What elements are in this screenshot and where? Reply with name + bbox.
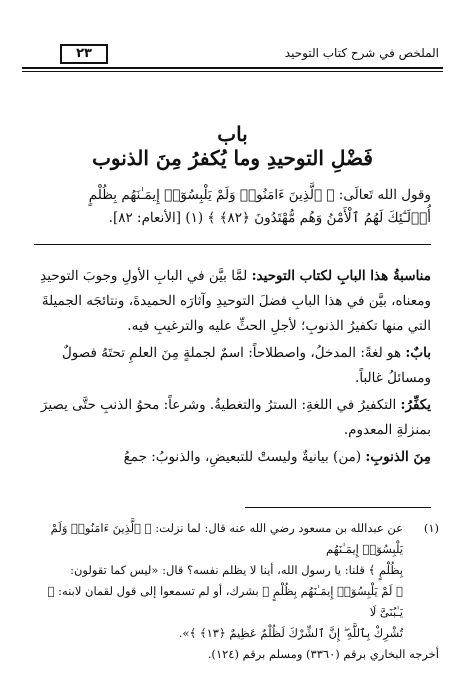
verse-line-2: أُو۟لَـٰٓئِكَ لَهُمُ ٱلْأَمْنُ وَهُم مُّهْتَدُونَ ﴿٨٢﴾ ﴾ (١) [الأنعام: ٨٢]. xyxy=(108,210,431,226)
footnote xyxy=(34,518,439,665)
footnote-line-2: بِظُلْمٍ ﴾ قلنا: يا رسول الله، أينا لا يظلم نفسه؟ قال: «ليس كما تقولون: xyxy=(70,563,403,577)
header-rule-thin xyxy=(22,71,443,72)
footnote-line-4: تُشْرِكْ بِٱللَّهِ ۖ إِنَّ ٱلشِّرْكَ لَظُلْمٌ عَظِيمٌ ﴿١٣﴾ ﴾». xyxy=(178,626,403,640)
chapter-title: فَضْلِ التوحيدِ وما يُكفرُ مِنَ الذنوب xyxy=(92,146,373,170)
text-bab: هو لغةً: المدخلُ، واصطلاحاً: اسمٌ لجملةٍ مِنَ العلمِ تحتَهُ فصولٌ ومسائلُ غالباً. xyxy=(62,345,431,386)
term-yukaffir: يكفِّرُ: xyxy=(400,397,431,413)
footnote-line-3: ﴿ لَمْ يَلْبِسُوٓا۟ إِيمَـٰنَهُم بِظُلْمٍ ﴾ بشرك، أو لم تسمعوا إلى قول لقمان لابنه: ﴿ يَـٰبُنَىَّ لَا xyxy=(47,584,403,619)
paragraph-dhunub xyxy=(34,445,431,470)
text-yukaffir: التكفيرُ في اللغةِ: السترُ والتغطيةُ. وشرعاً: محوُ الذنبِ حتَّى يصيرَ بمنزلةِ المعدوم. xyxy=(40,397,431,438)
paragraph-relevance xyxy=(34,264,431,339)
footnote-divider xyxy=(245,507,431,508)
term-relevance: مناسبةُ هذا البابِ لكتاب التوحيد: xyxy=(251,268,431,284)
commentary-text xyxy=(34,264,431,470)
footnote-body xyxy=(34,518,439,665)
verse-line-1: وقول الله تَعالَى: ﴿ ٱلَّذِينَ ءَامَنُوا۟ وَلَمْ يَلْبِسُوٓا۟ إِيمَـٰنَهُم بِظُلْمٍ xyxy=(88,187,431,203)
paragraph-bab xyxy=(34,341,431,391)
text-dhunub: (من) بيانيةٌ وليستْ للتبعيضِ، والذنوبُ: جمعُ xyxy=(123,449,366,465)
section-divider xyxy=(34,244,431,245)
term-dhunub: مِنَ الذنوبِ: xyxy=(365,449,431,465)
text-relevance: لمَّا بيَّن في البابِ الأولِ وجوبَ التوحيدِ ومعناه، بيَّن في هذا البابِ فضلَ التوحيدِ وآثارَه الحميدةَ، ونتائجَه الجميلةَ التي منها تكفيرُ الذنوبِ؛ لأجلِ الحثِّ عليه والترغيبِ فيه. xyxy=(40,268,431,334)
page-number-box: ٢٣ xyxy=(60,44,108,64)
chapter-heading: باب xyxy=(217,122,248,146)
quran-verse-block xyxy=(34,184,431,230)
running-title: الملخص في شرح كتاب التوحيد xyxy=(284,46,439,60)
footnote-number: (١) xyxy=(423,521,439,535)
footnote-line-5: أخرجه البخاري برقم (٣٣٦٠) ومسلم برقم (١٢٤). xyxy=(207,647,439,661)
page-header xyxy=(22,38,443,78)
term-bab: بابٌ: xyxy=(405,345,431,361)
header-rule-thick xyxy=(22,67,443,69)
paragraph-yukaffir xyxy=(34,393,431,443)
footnote-line-1: عن عبدالله بن مسعود رضي الله عنه قال: لما نزلت: ﴿ ٱلَّذِينَ ءَامَنُوا۟ وَلَمْ يَلْبِسُوٓا۟ إِيمَـٰنَهُم xyxy=(50,521,403,556)
